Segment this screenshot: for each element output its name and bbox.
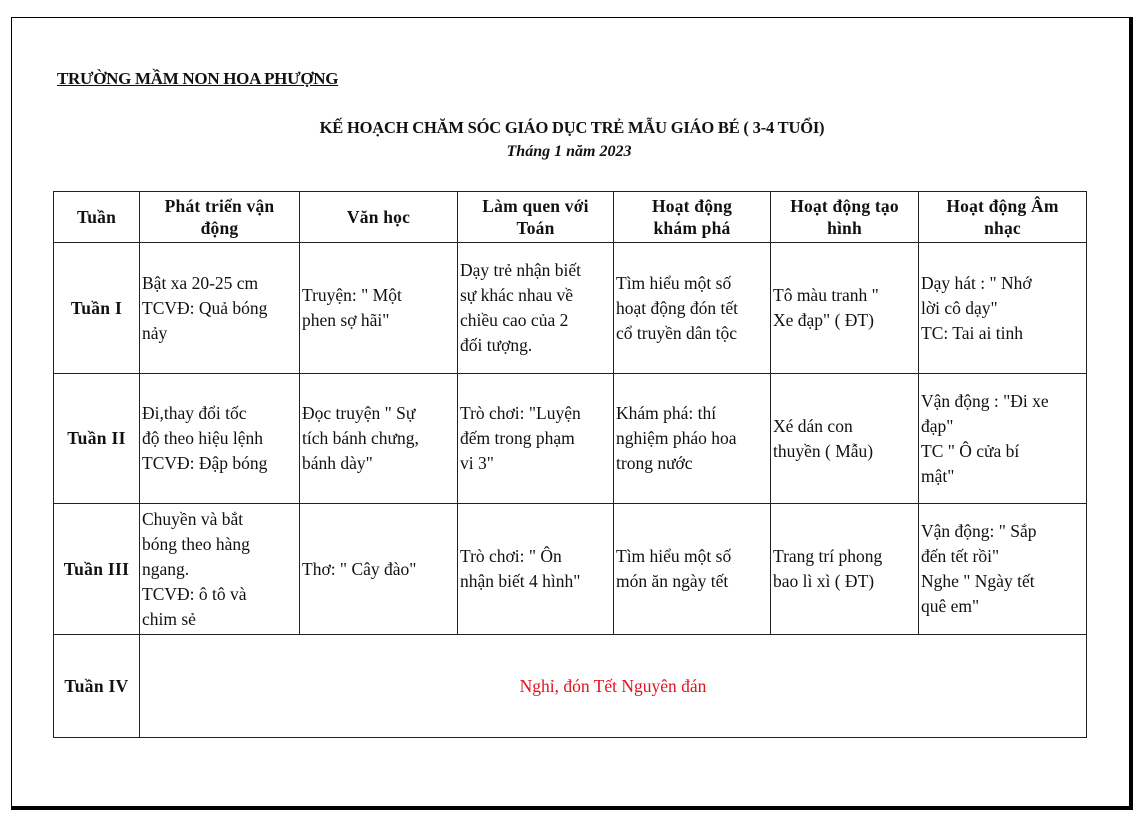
cell-text-line: Vận động : "Đi xe xyxy=(921,390,1049,411)
cell-text-line: tích bánh chưng, xyxy=(302,428,419,448)
cell-text-line: Đọc truyện " Sự xyxy=(302,403,416,423)
week-label: Tuần I xyxy=(54,243,140,374)
cell-text-line: TC: Tai ai tinh xyxy=(921,322,1023,343)
header-text-line: Tuần xyxy=(76,207,117,227)
column-header-motor-development xyxy=(140,192,300,243)
column-header-math xyxy=(458,192,614,243)
cell-text-line: Trò chơi: " Ôn xyxy=(460,546,562,566)
school-name: TRƯỜNG MẦM NON HOA PHƯỢNG xyxy=(57,69,339,88)
cell-text-line: Tìm hiểu một số xyxy=(616,272,732,293)
cell-text-line: đối tượng. xyxy=(460,335,533,355)
cell-text-line: trong nước xyxy=(616,453,693,473)
cell-text-line: TC " Ô cửa bí xyxy=(921,440,1020,461)
cell-text-line: món ăn ngày tết xyxy=(616,571,729,591)
week-label: Tuần II xyxy=(54,374,140,504)
cell-literature xyxy=(300,243,458,374)
cell-text-line: TCVĐ: ô tô và xyxy=(142,583,247,604)
cell-text-line: Tìm hiểu một số xyxy=(616,546,732,566)
header-text-line: khám phá xyxy=(653,218,731,238)
holiday-note: Nghỉ, đón Tết Nguyên đán xyxy=(140,635,1087,738)
cell-text-line: Đi,thay đổi tốc xyxy=(142,403,247,423)
cell-text-line: Bật xa 20-25 cm xyxy=(142,272,259,293)
cell-text-line: đạp" xyxy=(921,415,954,436)
cell-text-line: bao lì xì ( ĐT) xyxy=(773,571,875,591)
cell-literature xyxy=(300,374,458,504)
header-text-line: Toán xyxy=(516,218,555,238)
cell-text-line: Xé dán con xyxy=(773,415,853,436)
cell-text-line: Chuyền và bắt xyxy=(142,508,244,529)
table-row xyxy=(54,243,1087,374)
cell-music xyxy=(919,374,1087,504)
cell-text-line: Nghe " Ngày tết xyxy=(921,571,1035,591)
cell-art xyxy=(771,504,919,635)
cell-text-line: cổ truyền dân tộc xyxy=(616,322,737,343)
header-text-line: Làm quen với xyxy=(482,196,589,216)
header-text-line: nhạc xyxy=(984,218,1021,238)
cell-text-line: Trò chơi: "Luyện xyxy=(460,403,581,423)
cell-discovery xyxy=(614,243,771,374)
cell-text-line: hoạt động đón tết xyxy=(616,297,738,318)
header-text-line: Phát triển vận xyxy=(164,196,275,216)
cell-text-line: TCVĐ: Quả bóng xyxy=(142,297,268,318)
cell-text-line: mật" xyxy=(921,465,955,486)
table-row xyxy=(54,374,1087,504)
cell-text-line: đến tết rồi" xyxy=(921,546,1000,566)
header-text-line: động xyxy=(200,218,239,238)
column-header-music xyxy=(919,192,1087,243)
cell-text-line: Dạy hát : " Nhớ xyxy=(921,272,1032,293)
header-text-line: hình xyxy=(827,218,862,238)
cell-text-line: quê em" xyxy=(921,596,980,616)
header-row xyxy=(54,192,1087,243)
cell-literature xyxy=(300,504,458,635)
cell-motor-development xyxy=(140,374,300,504)
column-header-discovery xyxy=(614,192,771,243)
column-header-literature xyxy=(300,192,458,243)
cell-text-line: đếm trong phạm xyxy=(460,428,575,448)
cell-motor-development xyxy=(140,243,300,374)
cell-art xyxy=(771,374,919,504)
cell-math xyxy=(458,504,614,635)
cell-text-line: bánh dày" xyxy=(302,453,373,473)
cell-text-line: nhận biết 4 hình" xyxy=(460,571,581,591)
cell-text-line: lời cô dạy" xyxy=(921,297,998,318)
cell-text-line: Trang trí phong xyxy=(773,546,883,566)
cell-math xyxy=(458,243,614,374)
header-text-line: Hoạt động xyxy=(651,196,733,216)
column-header-art xyxy=(771,192,919,243)
cell-text-line: vi 3" xyxy=(460,453,494,473)
cell-discovery xyxy=(614,374,771,504)
cell-music xyxy=(919,504,1087,635)
cell-text-line: thuyền ( Mẫu) xyxy=(773,440,874,461)
cell-text-line: chiều cao của 2 xyxy=(460,310,569,330)
holiday-row xyxy=(54,635,1087,738)
column-header-week xyxy=(54,192,140,243)
cell-text-line: TCVĐ: Đập bóng xyxy=(142,453,268,473)
cell-text-line: sự khác nhau về xyxy=(460,285,573,305)
header-text-line: Văn học xyxy=(346,207,411,227)
cell-text-line: Thơ: " Cây đào" xyxy=(302,558,417,579)
header-text-line: Hoạt động tạo xyxy=(790,196,899,216)
cell-text-line: Tô màu tranh " xyxy=(773,285,879,305)
cell-art xyxy=(771,243,919,374)
cell-discovery xyxy=(614,504,771,635)
cell-text-line: Vận động: " Sắp xyxy=(921,521,1037,541)
cell-math xyxy=(458,374,614,504)
document-title: KẾ HOẠCH CHĂM SÓC GIÁO DỤC TRẺ MẪU GIÁO BÉ ( 3-4 TUỔI) xyxy=(319,118,825,137)
lesson-plan-table xyxy=(53,191,1087,738)
cell-text-line: nghiệm pháo hoa xyxy=(616,428,737,448)
cell-text-line: phen sợ hãi" xyxy=(302,310,390,330)
cell-text-line: Dạy trẻ nhận biết xyxy=(460,260,581,280)
cell-text-line: độ theo hiệu lệnh xyxy=(142,428,264,448)
cell-music xyxy=(919,243,1087,374)
cell-text-line: Truyện: " Một xyxy=(302,285,402,305)
week-label: Tuần III xyxy=(54,504,140,635)
document-subtitle: Tháng 1 năm 2023 xyxy=(506,143,632,160)
cell-text-line: Xe đạp" ( ĐT) xyxy=(773,310,874,330)
cell-motor-development xyxy=(140,504,300,635)
header-text-line: Hoạt động Âm xyxy=(946,196,1059,216)
week-label: Tuần IV xyxy=(54,635,140,738)
table-row xyxy=(54,504,1087,635)
cell-text-line: Khám phá: thí xyxy=(616,403,717,423)
cell-text-line: nảy xyxy=(142,322,168,343)
cell-text-line: bóng theo hàng xyxy=(142,533,250,554)
cell-text-line: chim sẻ xyxy=(142,608,196,629)
cell-text-line: ngang. xyxy=(142,558,190,579)
